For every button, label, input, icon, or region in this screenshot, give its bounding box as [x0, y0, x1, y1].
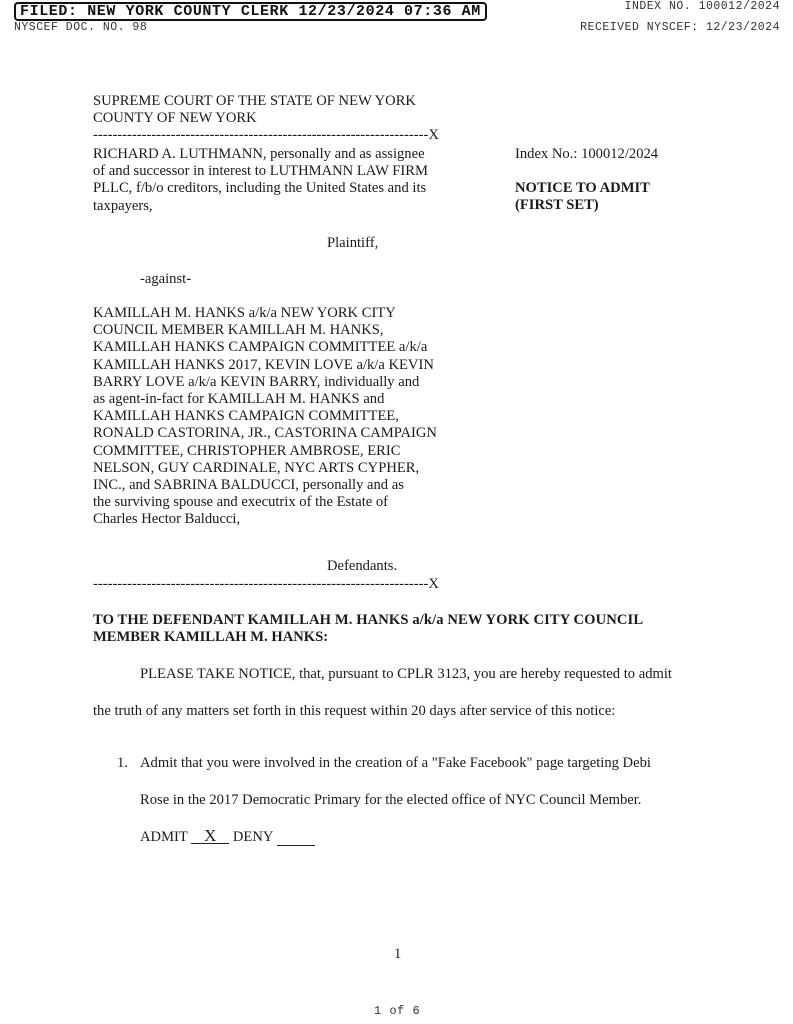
defendants-label: Defendants. [327, 558, 398, 574]
admit-answer-field[interactable]: X [191, 828, 229, 844]
caption-separator-bottom: ---------------------------------------------------------------------X [93, 576, 439, 592]
notice-paragraph-line-2: the truth of any matters set forth in this request within 20 days after service of this notice: [93, 703, 616, 719]
admit-label: ADMIT [140, 829, 188, 845]
defendant-line: Charles Hector Balducci, [93, 511, 241, 528]
title-line: (FIRST SET) [515, 197, 599, 214]
document-title [515, 180, 650, 214]
plaintiff-block [93, 146, 428, 215]
item-number: 1. [117, 755, 128, 771]
court-line: COUNTY OF NEW YORK [93, 110, 257, 127]
addressee-line: MEMBER KAMILLAH M. HANKS: [93, 629, 329, 646]
plaintiff-line: PLLC, f/b/o creditors, including the United States and its [93, 180, 427, 197]
defendant-line: the surviving spouse and executrix of the Estate of [93, 494, 389, 511]
doc-number: NYSCEF DOC. NO. 98 [14, 21, 148, 34]
plaintiff-line: taxpayers, [93, 197, 153, 214]
defendant-line: KAMILLAH M. HANKS a/k/a NEW YORK CITY [93, 305, 396, 321]
addressee [93, 612, 705, 646]
notice-paragraph-line-1: PLEASE TAKE NOTICE, that, pursuant to CPLR 3123, you are hereby requested to admit [140, 666, 672, 682]
court-name [93, 93, 416, 127]
deny-answer-field[interactable] [277, 830, 315, 846]
defendant-line: KAMILLAH HANKS CAMPAIGN COMMITTEE, [93, 408, 399, 425]
defendant-line: KAMILLAH HANKS CAMPAIGN COMMITTEE a/k/a [93, 339, 428, 356]
defendant-line: NELSON, GUY CARDINALE, NYC ARTS CYPHER, [93, 459, 420, 476]
defendant-line: COMMITTEE, CHRISTOPHER AMBROSE, ERIC [93, 442, 401, 459]
page-of-total: 1 of 6 [374, 1004, 421, 1018]
filed-stamp: FILED: NEW YORK COUNTY CLERK 12/23/2024 07:36 AM [14, 2, 487, 21]
defendants-block [93, 305, 437, 529]
against-label: -against- [140, 271, 192, 287]
plaintiff-label: Plaintiff, [327, 235, 379, 251]
plaintiff-line: RICHARD A. LUTHMANN, personally and as assignee [93, 146, 425, 162]
admit-deny-row [140, 828, 315, 846]
deny-label: DENY [232, 829, 273, 845]
title-line: NOTICE TO ADMIT [515, 180, 650, 196]
index-number-header: INDEX NO. 100012/2024 [624, 0, 780, 13]
item-text-line-2: Rose in the 2017 Democratic Primary for the elected office of NYC Council Member. [140, 792, 642, 808]
defendant-line: KAMILLAH HANKS 2017, KEVIN LOVE a/k/a KEVIN [93, 356, 434, 373]
received-date: RECEIVED NYSCEF: 12/23/2024 [580, 21, 780, 34]
page-number: 1 [394, 946, 402, 962]
addressee-line: TO THE DEFENDANT KAMILLAH M. HANKS a/k/a NEW YORK CITY COUNCIL [93, 612, 644, 628]
defendant-line: INC., and SABRINA BALDUCCI, personally and as [93, 477, 404, 494]
index-label: Index No.: 100012/2024 [515, 146, 659, 162]
item-text-line-1: Admit that you were involved in the creation of a "Fake Facebook" page targeting Debi [140, 755, 651, 771]
court-line: SUPREME COURT OF THE STATE OF NEW YORK [93, 93, 416, 109]
defendant-line: as agent-in-fact for KAMILLAH M. HANKS and [93, 391, 385, 408]
defendant-line: BARRY LOVE a/k/a KEVIN BARRY, individually and [93, 373, 420, 390]
caption-separator-top: ---------------------------------------------------------------------X [93, 127, 439, 143]
defendant-line: RONALD CASTORINA, JR., CASTORINA CAMPAIGN [93, 425, 437, 442]
defendant-line: COUNCIL MEMBER KAMILLAH M. HANKS, [93, 322, 384, 339]
plaintiff-line: of and successor in interest to LUTHMANN LAW FIRM [93, 163, 428, 180]
